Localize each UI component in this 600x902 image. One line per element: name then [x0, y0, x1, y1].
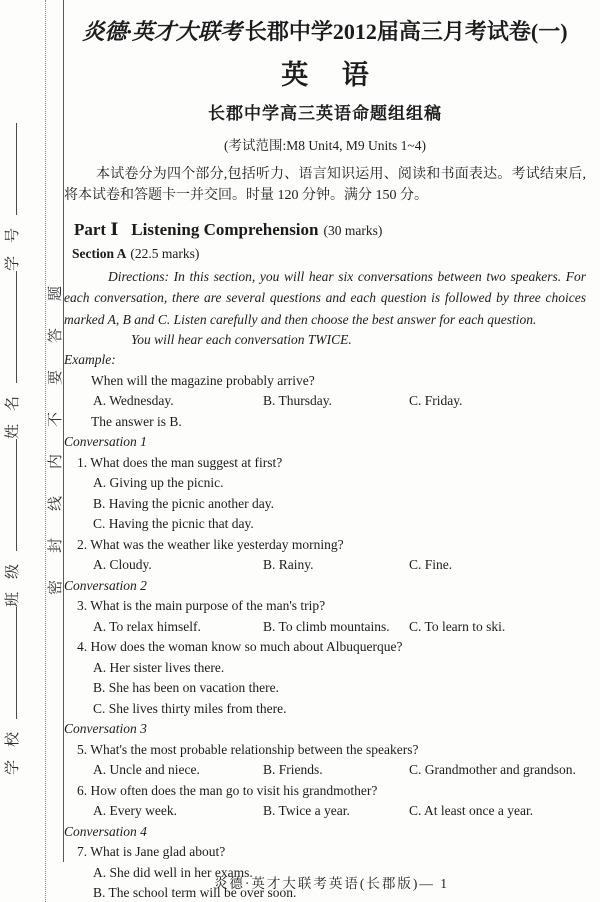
exam-series-rest: 长郡中学2012届高三月考试卷(一) [244, 19, 568, 44]
class-blank [1, 439, 17, 551]
option-b: B. The school term will be over soon. [93, 885, 297, 901]
part1-marks: (30 marks) [323, 223, 383, 238]
question-6: 6. How often does the man go to visit his grandmother? [77, 782, 378, 798]
option-a: A. She did well in her exams. [93, 864, 253, 880]
scope-note: (考试范围:M8 Unit4, M9 Units 1~4) [224, 138, 426, 153]
option-c: C. Having the picnic that day. [93, 516, 254, 532]
question-3-options [93, 617, 586, 638]
conversation-2-heading: Conversation 2 [64, 577, 147, 593]
option-a: A. Every week. [93, 803, 177, 819]
option-b: B. To climb mountains. [263, 618, 390, 634]
option-a: A. To relax himself. [93, 618, 201, 634]
option-b: B. Thursday. [263, 393, 332, 409]
part1-heading [74, 218, 586, 242]
intro-paragraph: 本试卷分为四个部分,包括听力、语言知识运用、阅读和书面表达。考试结束后,将本试卷和答题卡一并交回。时量 120 分钟。满分 150 分。 [64, 167, 586, 203]
student-id-label: 学号 [5, 214, 21, 271]
name-blank [1, 271, 17, 383]
option-b: B. Having the picnic another day. [93, 495, 274, 511]
question-4: 4. How does the woman know so much about Albuquerque? [77, 639, 403, 655]
option-c: C. She lives thirty miles from there. [93, 700, 287, 716]
question-5: 5. What's the most probable relationship between the speakers? [77, 741, 419, 757]
question-1-options [64, 473, 586, 535]
subject-title: 英 语 [281, 60, 382, 90]
question-4-options [64, 658, 586, 720]
school-blank [1, 607, 17, 719]
twice-note: You will hear each conversation TWICE. [131, 331, 352, 347]
student-id-blank [1, 123, 17, 215]
option-c: C. Friday. [409, 393, 463, 409]
option-a: A. Uncle and niece. [93, 762, 200, 778]
option-a: A. Wednesday. [93, 393, 174, 409]
example-label: Example: [64, 352, 116, 368]
question-1: 1. What does the man suggest at first? [77, 454, 283, 470]
main-content [64, 0, 600, 902]
example-question: When will the magazine probably arrive? [91, 372, 315, 388]
exam-brand: 炎德·英才大联考 [82, 19, 242, 44]
option-a: A. Giving up the picnic. [93, 475, 224, 491]
option-c: C. To learn to ski. [409, 618, 506, 634]
byline: 长郡中学高三英语命题组组稿 [208, 104, 442, 123]
conversation-4-heading: Conversation 4 [64, 823, 147, 839]
option-b: B. Rainy. [263, 557, 314, 573]
section-a-heading [72, 244, 586, 264]
question-2: 2. What was the weather like yesterday morning? [77, 536, 344, 552]
page-footer: 炎德·英才大联考英语(长郡版)— 1 [213, 876, 450, 891]
section-a-label: Section A [72, 246, 127, 261]
example-answer-note: The answer is B. [91, 413, 182, 429]
option-c: C. Grandmother and grandson. [409, 762, 576, 778]
part1-title: Listening Comprehension [131, 220, 319, 239]
option-c: C. At least once a year. [409, 803, 534, 819]
class-label: 班级 [5, 550, 21, 607]
section-a-marks: (22.5 marks) [130, 246, 200, 261]
directions-paragraph: Directions: In this section, you will hear six conversations between two speakers. For each conversation, there are several questions and each question is followed by three choices marked A, B and C. Listen carefully and then choose the best answer for each question. [64, 269, 586, 327]
school-label: 学校 [5, 718, 21, 775]
question-5-options [93, 760, 586, 781]
option-a: A. Her sister lives there. [93, 659, 225, 675]
conversation-3-heading: Conversation 3 [64, 721, 147, 737]
student-info-fillin-strip [1, 85, 33, 775]
name-label: 姓名 [5, 382, 21, 439]
seal-warning-text: 密封线内不要答题 [48, 258, 64, 595]
question-7: 7. What is Jane glad about? [77, 844, 226, 860]
question-6-options [93, 801, 586, 822]
option-b: B. She has been on vacation there. [93, 680, 279, 696]
question-2-options [93, 555, 586, 576]
option-b: B. Friends. [263, 762, 323, 778]
part1-label: Part Ⅰ [74, 220, 119, 239]
conversation-1-heading: Conversation 1 [64, 434, 147, 450]
question-3: 3. What is the main purpose of the man's trip? [77, 598, 326, 614]
example-options-row [93, 391, 586, 412]
option-a: A. Cloudy. [93, 557, 152, 573]
exam-series-title [64, 15, 586, 46]
option-c: C. Fine. [409, 557, 453, 573]
option-b: B. Twice a year. [263, 803, 350, 819]
